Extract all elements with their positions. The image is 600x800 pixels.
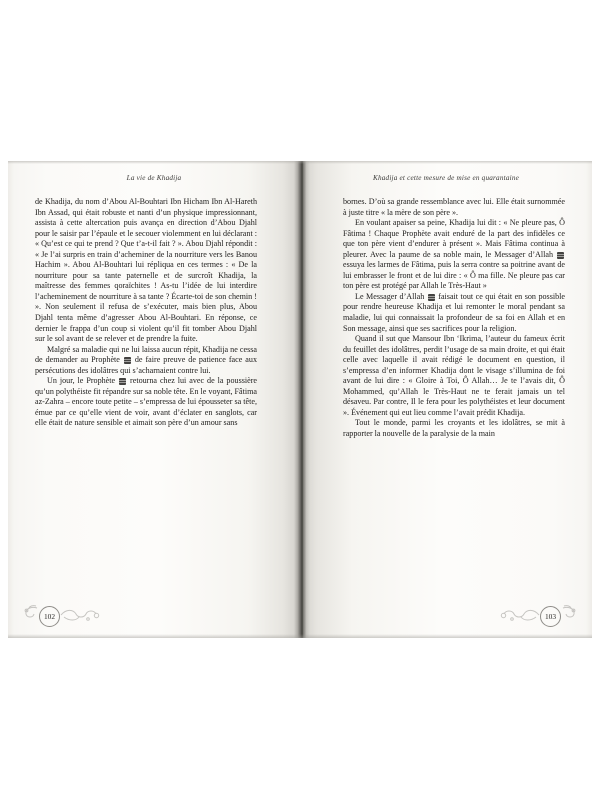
flourish-ornament-icon [23,605,39,627]
salawat-glyph-icon [428,294,435,301]
body-text-right [343,197,565,440]
page-number-left: 102 [39,606,60,627]
running-head-left: La vie de Khadija [126,174,182,182]
paragraph: de Khadija, du nom d’Abou Al-Bouhtari Ibn Hicham Ibn Al-Hareth Ibn Assad, qui était robuste et nanti d’un physique impressionnant, assista à cette altercation puis avança en direction d’Abou Djahl pour le saisir par l’épaule et le secouer violemment en lui déclarant : « Qu’est ce qui te prend ? Que t’a-t-il fait ? ». Abou Djahl répondit : « Je l’ai surpris en train d’acheminer de la nourriture vers les Banou Hachim ». Abou Al-Bouhtari lui répliqua en ces termes : « De la nourriture pour sa tante paternelle et de surcroît Khadija, la maîtresse des femmes qoraïchites ! As-tu l’idée de lui interdire l’acheminement de nourriture à sa tante ? Écarte-toi de son chemin ! ». Non seulement il refusa de s’exécuter, mais bien plus, Abou Djahl tenta même d’agresser Abou Al-Bouhtari. En réponse, ce dernier le frappa d’un coup si violent qu’il fit tomber Abou Djahl sur le sol avant de se relever et de prendre la fuite. [35,197,257,344]
page-number-right: 103 [540,606,561,627]
paragraph: Tout le monde, parmi les croyants et les idolâtres, se mit à rapporter la nouvelle de la paralysie de la main [343,418,565,439]
paragraph: En voulant apaiser sa peine, Khadija lui dit : « Ne pleure pas, Ô Fâtima ! Chaque Prophète avait enduré de la part des infidèles ce que ton père vient d’endurer à présent ». Mais Fâtima continua à pleurer. Avec la paume de sa noble main, le Messager d’Allah essuya les larmes de Fâtima, puis la serra contre sa poitrine avant de lui embrasser le front et de lui dire : « Ô ma fille. Ne pleure pas car ton père est protégé par Allah le Très-Haut » [343,218,565,291]
running-head-right: Khadija et cette mesure de mise en quarantaine [372,174,520,182]
folio-right [500,603,577,629]
paragraph: Un jour, le Prophète retourna chez lui avec de la poussière qu’un polythéiste fit répandre sur sa noble tête. En le voyant, Fâtima az-Zahra – encore toute petite – s’empressa de lui épousseter sa tête, émue par ce qu’elle vient de voir, avant d’éclater en sanglots, car elle était de nature sensible et aimait son père d’un amour sans [35,376,257,428]
salawat-glyph-icon [124,357,131,364]
open-book [8,161,592,638]
flourish-ornament-icon [500,605,540,627]
salawat-glyph-icon [119,378,126,385]
flourish-ornament-icon [561,605,577,627]
book-page-right [300,161,592,638]
folio-left [23,603,100,629]
paragraph: Quand il sut que Mansour Ibn ‘Ikrima, l’auteur du fameux écrit du feuillet des idolâtres, perdit l’usage de sa main droite, et qui était celle avec laquelle il avait rédigé le document en question, il s’empressa d’en informer Khadija dont le visage s’illumina de foi avant de lui dire : « Gloire à Toi, Ô Allah… Je te l’avais dit, Ô Mohammed, qu’Allah le Très-Haut ne te ferait jamais un tel désaveu. Par contre, Il le fera pour les polythéistes et leur document ». Événement qui eut lieu comme l’avait prédit Khadija. [343,334,565,417]
flourish-ornament-icon [60,605,100,627]
book-page-left [8,161,300,638]
body-text-left [35,197,257,429]
paragraph: Le Messager d’Allah faisait tout ce qui était en son possible pour rendre heureuse Khadija et lui remonter le moral pendant sa maladie, lui qui connaissait la profondeur de sa foi en Allah et en Son message, ainsi que ses sacrifices pour la religion. [343,291,565,333]
paragraph: bornes. D’où sa grande ressemblance avec lui. Elle était surnommée à juste titre « la mère de son père ». [343,197,565,217]
salawat-glyph-icon [557,252,564,259]
paragraph: Malgré sa maladie qui ne lui laissa aucun répit, Khadija ne cessa de demander au Prophète de faire preuve de patience face aux persécutions des idolâtres qui s’acharnaient contre lui. [35,344,257,375]
